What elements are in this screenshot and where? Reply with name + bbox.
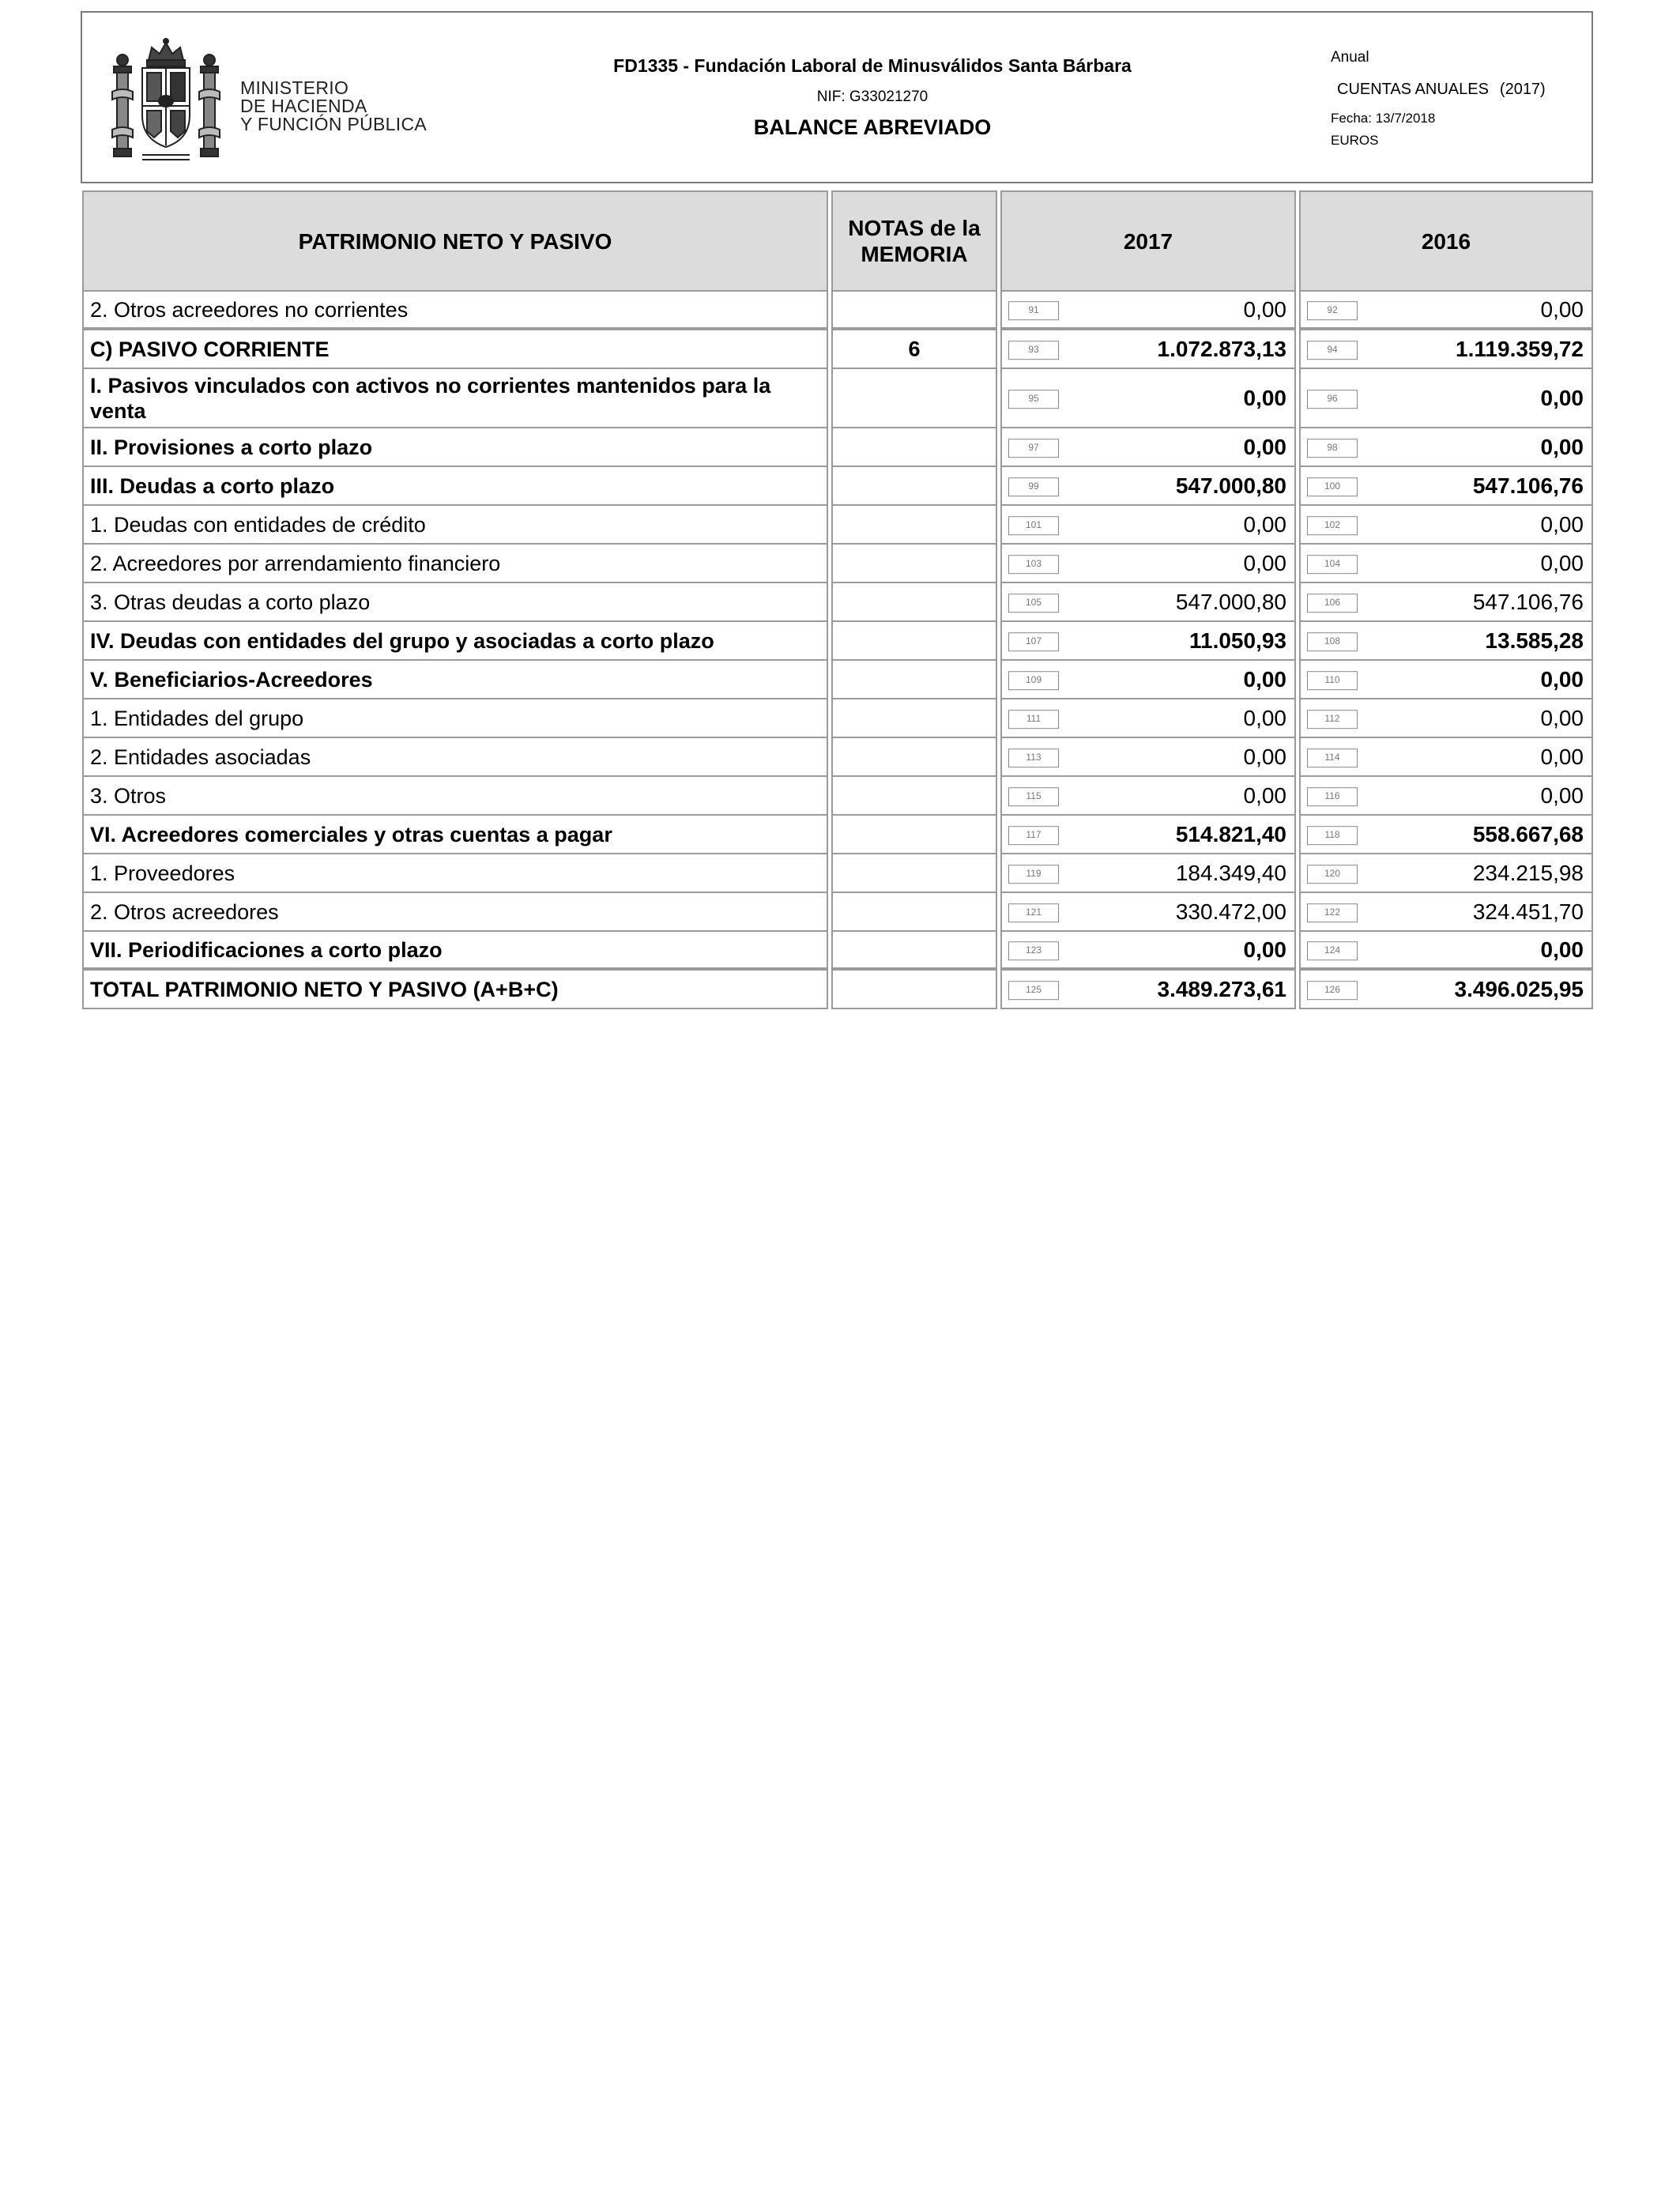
table-row <box>82 971 1593 1009</box>
row-2017-code: 111 <box>1008 710 1059 729</box>
row-2017-cell <box>1000 467 1296 506</box>
row-2016-code: 122 <box>1307 903 1358 922</box>
row-label: I. Pasivos vinculados con activos no corrientes mantenidos para la venta <box>90 373 771 423</box>
row-notes-cell <box>831 583 997 622</box>
row-label-cell <box>82 506 828 545</box>
table-row <box>82 467 1593 506</box>
row-2016-cell <box>1299 467 1593 506</box>
row-2016-cell <box>1299 292 1593 330</box>
row-2017-code: 121 <box>1008 903 1059 922</box>
row-notes-cell <box>831 545 997 583</box>
row-2016-cell <box>1299 854 1593 893</box>
row-2016-code: 94 <box>1307 341 1358 360</box>
row-label-cell <box>82 816 828 854</box>
row-label: C) PASIVO CORRIENTE <box>90 337 330 361</box>
nif: NIF: G33021270 <box>816 89 929 105</box>
row-2017-value: 547.000,80 <box>1175 589 1286 614</box>
row-2017-value: 330.472,00 <box>1175 899 1286 924</box>
row-2017-value: 1.072.873,13 <box>1157 336 1286 361</box>
row-2017-cell <box>1000 369 1296 428</box>
row-2016-cell <box>1299 330 1593 369</box>
row-2017-value: 514.821,40 <box>1175 821 1286 846</box>
row-2016-cell <box>1299 738 1593 777</box>
row-label: V. Beneficiarios-Acreedores <box>90 667 373 692</box>
row-label: II. Provisiones a corto plazo <box>90 435 373 459</box>
row-label: VI. Acreedores comerciales y otras cuentas a pagar <box>90 822 612 846</box>
row-2016-code: 92 <box>1307 301 1358 320</box>
ministry-line-2: DE HACIENDA <box>240 96 367 116</box>
row-2016-code: 118 <box>1307 826 1358 845</box>
column-header-2017: 2017 <box>1000 190 1296 292</box>
row-2016-cell <box>1299 661 1593 699</box>
row-2017-cell <box>1000 583 1296 622</box>
ministry-line-3: Y FUNCIÓN PÚBLICA <box>240 114 427 134</box>
row-2016-cell <box>1299 583 1593 622</box>
balance-table <box>82 190 1593 1009</box>
row-2017-code: 91 <box>1008 301 1059 320</box>
currency: EUROS <box>1331 133 1379 148</box>
row-2017-code: 123 <box>1008 941 1059 960</box>
row-label: 3. Otras deudas a corto plazo <box>90 590 371 614</box>
row-2017-cell <box>1000 854 1296 893</box>
row-2016-cell <box>1299 369 1593 428</box>
document-header <box>81 11 1593 183</box>
organization-title: FD1335 - Fundación Laboral de Minusválidos Santa Bárbara <box>613 55 1132 76</box>
table-row <box>82 292 1593 330</box>
row-2017-value: 184.349,40 <box>1175 860 1286 885</box>
accounts-label-text: CUENTAS ANUALES <box>1337 81 1489 98</box>
row-label-cell <box>82 971 828 1009</box>
row-notes-cell <box>831 330 997 369</box>
row-label-cell <box>82 661 828 699</box>
row-2016-code: 116 <box>1307 787 1358 806</box>
row-2017-code: 109 <box>1008 671 1059 690</box>
row-2017-value: 547.000,80 <box>1175 473 1286 498</box>
table-row <box>82 699 1593 738</box>
row-2016-code: 102 <box>1307 516 1358 535</box>
row-label: 3. Otros <box>90 783 167 808</box>
row-2017-value: 0,00 <box>1243 666 1286 692</box>
row-notes-cell <box>831 932 997 971</box>
row-2016-value: 0,00 <box>1540 511 1584 537</box>
row-notes-cell <box>831 369 997 428</box>
row-2016-cell <box>1299 971 1593 1009</box>
column-header-2016: 2016 <box>1299 190 1593 292</box>
row-2016-cell <box>1299 506 1593 545</box>
row-label-cell <box>82 292 828 330</box>
row-label: III. Deudas a corto plazo <box>90 473 335 498</box>
row-2017-value: 0,00 <box>1243 937 1286 962</box>
row-2016-value: 324.451,70 <box>1472 899 1584 924</box>
row-label: TOTAL PATRIMONIO NETO Y PASIVO (A+B+C) <box>90 977 559 1001</box>
column-header-notes: NOTAS de la MEMORIA <box>831 190 997 292</box>
row-label-cell <box>82 467 828 506</box>
row-2017-code: 119 <box>1008 865 1059 884</box>
row-2016-value: 0,00 <box>1540 937 1584 962</box>
row-notes-cell <box>831 816 997 854</box>
row-2017-value: 0,00 <box>1243 385 1286 410</box>
row-2016-cell <box>1299 699 1593 738</box>
document-date: Fecha: 13/7/2018 <box>1331 111 1436 126</box>
row-notes: 6 <box>908 337 921 360</box>
row-2016-code: 96 <box>1307 390 1358 409</box>
row-2016-cell <box>1299 545 1593 583</box>
row-label-cell <box>82 854 828 893</box>
period-type: Anual <box>1331 49 1369 66</box>
row-2016-cell <box>1299 777 1593 816</box>
row-notes-cell <box>831 428 997 467</box>
row-2017-cell <box>1000 622 1296 661</box>
row-2017-cell <box>1000 699 1296 738</box>
table-header-row <box>82 190 1593 292</box>
row-2017-cell <box>1000 292 1296 330</box>
row-2016-value: 0,00 <box>1540 434 1584 459</box>
row-2016-value: 547.106,76 <box>1472 589 1584 614</box>
row-2016-value: 0,00 <box>1540 744 1584 769</box>
table-row <box>82 545 1593 583</box>
row-2016-cell <box>1299 622 1593 661</box>
row-2016-code: 114 <box>1307 748 1358 767</box>
row-2017-cell <box>1000 738 1296 777</box>
row-2017-value: 0,00 <box>1243 744 1286 769</box>
row-2016-value: 547.106,76 <box>1472 473 1584 498</box>
row-2016-cell <box>1299 816 1593 854</box>
row-label-cell <box>82 428 828 467</box>
row-2017-value: 0,00 <box>1243 296 1286 322</box>
row-2017-code: 115 <box>1008 787 1059 806</box>
row-2016-code: 106 <box>1307 594 1358 613</box>
row-2016-value: 558.667,68 <box>1472 821 1584 846</box>
row-label-cell <box>82 738 828 777</box>
row-notes-cell <box>831 777 997 816</box>
table-row <box>82 622 1593 661</box>
row-label: VII. Periodificaciones a corto plazo <box>90 937 443 962</box>
row-2016-cell <box>1299 893 1593 932</box>
row-label-cell <box>82 330 828 369</box>
row-notes-cell <box>831 854 997 893</box>
row-2017-code: 113 <box>1008 748 1059 767</box>
row-notes-cell <box>831 622 997 661</box>
row-2016-cell <box>1299 932 1593 971</box>
row-notes-cell <box>831 292 997 330</box>
row-notes-cell <box>831 738 997 777</box>
row-2017-code: 125 <box>1008 981 1059 1000</box>
row-2016-code: 110 <box>1307 671 1358 690</box>
coat-of-arms-logo <box>111 36 221 167</box>
row-notes-cell <box>831 699 997 738</box>
row-2017-cell <box>1000 893 1296 932</box>
row-2017-cell <box>1000 506 1296 545</box>
row-2017-code: 93 <box>1008 341 1059 360</box>
row-label-cell <box>82 699 828 738</box>
row-notes-cell <box>831 893 997 932</box>
row-2016-value: 0,00 <box>1540 550 1584 575</box>
table-row <box>82 506 1593 545</box>
document-title: BALANCE ABREVIADO <box>753 115 992 139</box>
table-row <box>82 330 1593 369</box>
row-notes-cell <box>831 506 997 545</box>
row-2017-cell <box>1000 330 1296 369</box>
row-label: 1. Proveedores <box>90 861 235 885</box>
row-2017-code: 97 <box>1008 439 1059 458</box>
row-2017-cell <box>1000 932 1296 971</box>
row-2016-code: 120 <box>1307 865 1358 884</box>
table-row <box>82 893 1593 932</box>
row-label-cell <box>82 583 828 622</box>
table-row <box>82 854 1593 893</box>
row-2017-value: 0,00 <box>1243 705 1286 730</box>
row-2016-value: 1.119.359,72 <box>1456 336 1584 361</box>
ministry-name <box>240 79 427 134</box>
row-label-cell <box>82 622 828 661</box>
row-label: 1. Deudas con entidades de crédito <box>90 512 426 537</box>
row-2016-value: 3.496.025,95 <box>1454 976 1584 1001</box>
ministry-line-1: MINISTERIO <box>240 77 349 98</box>
row-2016-value: 13.585,28 <box>1485 628 1584 653</box>
row-2017-cell <box>1000 428 1296 467</box>
table-row <box>82 932 1593 971</box>
row-label-cell <box>82 893 828 932</box>
table-body <box>82 292 1593 1009</box>
row-2016-code: 126 <box>1307 981 1358 1000</box>
row-label: IV. Deudas con entidades del grupo y asociadas a corto plazo <box>90 628 714 653</box>
row-2016-code: 112 <box>1307 710 1358 729</box>
row-2017-cell <box>1000 777 1296 816</box>
row-2017-value: 0,00 <box>1243 434 1286 459</box>
row-2016-value: 0,00 <box>1540 705 1584 730</box>
row-label: 2. Entidades asociadas <box>90 745 311 769</box>
row-2016-cell <box>1299 428 1593 467</box>
row-2017-code: 117 <box>1008 826 1059 845</box>
table-row <box>82 583 1593 622</box>
row-2016-code: 98 <box>1307 439 1358 458</box>
row-label-cell <box>82 545 828 583</box>
row-label: 2. Otros acreedores <box>90 899 279 924</box>
row-2017-cell <box>1000 661 1296 699</box>
row-label-cell <box>82 932 828 971</box>
row-2016-code: 100 <box>1307 477 1358 496</box>
row-2017-value: 0,00 <box>1243 550 1286 575</box>
row-2016-value: 0,00 <box>1540 385 1584 410</box>
accounts-label <box>1337 81 1546 99</box>
row-label: 2. Otros acreedores no corrientes <box>90 297 409 322</box>
row-2017-code: 105 <box>1008 594 1059 613</box>
row-2016-value: 0,00 <box>1540 666 1584 692</box>
row-label-cell <box>82 777 828 816</box>
table-row <box>82 661 1593 699</box>
row-2016-value: 0,00 <box>1540 782 1584 808</box>
accounts-year: (2017) <box>1499 81 1546 98</box>
row-2017-value: 0,00 <box>1243 782 1286 808</box>
row-2017-value: 0,00 <box>1243 511 1286 537</box>
row-label: 1. Entidades del grupo <box>90 706 304 730</box>
row-2016-value: 0,00 <box>1540 296 1584 322</box>
row-2017-value: 11.050,93 <box>1188 628 1286 653</box>
row-2017-code: 101 <box>1008 516 1059 535</box>
row-notes-cell <box>831 467 997 506</box>
row-2017-code: 103 <box>1008 555 1059 574</box>
row-2016-code: 108 <box>1307 632 1358 651</box>
table-row <box>82 777 1593 816</box>
table-row <box>82 369 1593 428</box>
table-row <box>82 738 1593 777</box>
table-row <box>82 816 1593 854</box>
row-notes-cell <box>831 971 997 1009</box>
row-2017-code: 107 <box>1008 632 1059 651</box>
row-2017-value: 3.489.273,61 <box>1157 976 1286 1001</box>
row-2016-code: 104 <box>1307 555 1358 574</box>
row-label: 2. Acreedores por arrendamiento financiero <box>90 551 501 575</box>
row-2017-code: 99 <box>1008 477 1059 496</box>
table-row <box>82 428 1593 467</box>
row-label-cell <box>82 369 828 428</box>
row-2017-cell <box>1000 545 1296 583</box>
column-header-description: PATRIMONIO NETO Y PASIVO <box>82 190 828 292</box>
row-2016-code: 124 <box>1307 941 1358 960</box>
row-2017-cell <box>1000 816 1296 854</box>
row-notes-cell <box>831 661 997 699</box>
row-2016-value: 234.215,98 <box>1472 860 1584 885</box>
row-2017-code: 95 <box>1008 390 1059 409</box>
row-2017-cell <box>1000 971 1296 1009</box>
